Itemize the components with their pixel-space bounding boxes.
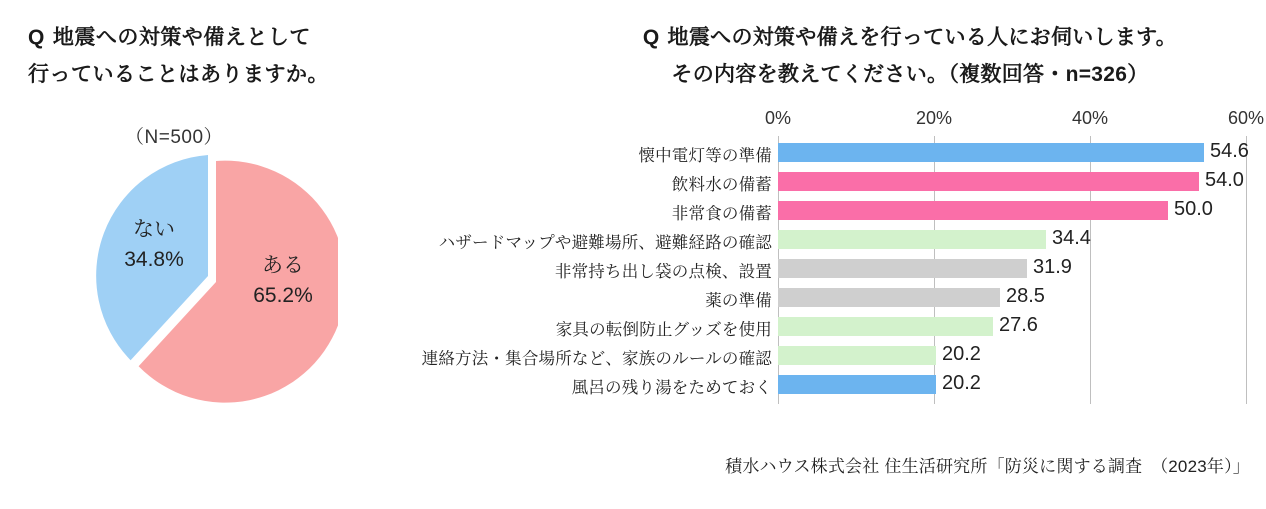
- bar-value-label: 28.5: [1006, 285, 1045, 307]
- bar-fill: [778, 259, 1027, 278]
- bar-row: [560, 372, 1266, 398]
- bar-row: [554, 256, 1266, 282]
- bar-chart: [421, 108, 1266, 428]
- bar-row: [560, 169, 1266, 195]
- bar-fill: [778, 172, 1199, 191]
- bar-fill: [778, 288, 1000, 307]
- bar-value-label: 50.0: [1174, 198, 1213, 220]
- bar-value-label: 54.0: [1205, 169, 1244, 191]
- pie-chart-panel: [0, 0, 560, 509]
- left-question-marker: Q: [28, 26, 45, 49]
- bar-value-label: 20.2: [942, 343, 981, 365]
- bar-row: [560, 285, 1266, 311]
- bar-value-label: 20.2: [942, 372, 981, 394]
- xtick-3: 60%: [1227, 108, 1265, 128]
- bar-category-label: ハザードマップや避難場所、避難経路の確認: [438, 234, 772, 252]
- right-question-line1-wrap: [560, 20, 1260, 57]
- bar-fill: [778, 346, 936, 365]
- pie-label-aru-name: ある: [262, 254, 304, 277]
- bar-value-label: 31.9: [1033, 256, 1072, 278]
- bar-category-label: 家具の転倒防止グッズを使用: [555, 321, 772, 339]
- bar-category-label: 連絡方法・集合場所など、家族のルールの確認: [421, 350, 772, 368]
- left-question-title: [28, 20, 548, 94]
- bar-category-label: 薬の準備: [705, 292, 772, 310]
- left-question-line1: 地震への対策や備えとして: [52, 26, 311, 49]
- pie-chart: [88, 155, 338, 405]
- bar-row: [560, 140, 1266, 166]
- bar-fill: [778, 230, 1046, 249]
- left-question-line2: 行っていることはありますか。: [28, 62, 329, 86]
- pie-label-aru: [228, 251, 338, 312]
- bar-fill: [778, 143, 1204, 162]
- bar-row: [560, 198, 1266, 224]
- bar-fill: [778, 201, 1168, 220]
- bar-value-label: 27.6: [999, 314, 1038, 336]
- right-question-line2: その内容を教えてください。（複数回答・n=326）: [671, 62, 1149, 86]
- pie-label-nai-value: 34.8%: [124, 248, 184, 272]
- right-question-title: [560, 20, 1260, 94]
- pie-label-aru-value: 65.2%: [253, 284, 313, 308]
- bar-fill: [778, 375, 936, 394]
- bar-chart-panel: [421, 0, 1266, 509]
- xtick-2: 40%: [1071, 108, 1109, 128]
- bar-list: [421, 140, 1266, 401]
- bar-category-label: 懐中電灯等の準備: [638, 147, 772, 165]
- pie-label-nai-name: ない: [133, 218, 175, 241]
- bar-category-label: 非常持ち出し袋の点検、設置: [554, 263, 772, 281]
- bar-category-label: 風呂の残り湯をためておく: [571, 379, 772, 397]
- bar-category-label: 非常食の備蓄: [671, 205, 772, 223]
- bar-value-label: 34.4: [1052, 227, 1091, 249]
- xtick-0: 0%: [764, 108, 792, 128]
- xtick-1: 20%: [915, 108, 953, 128]
- pie-sample-size: （N=500）: [125, 127, 224, 148]
- right-question-marker: Q: [642, 26, 660, 49]
- bar-row: [421, 343, 1266, 369]
- bar-row: [555, 314, 1266, 340]
- bar-row: [438, 227, 1266, 253]
- bar-fill: [778, 317, 993, 336]
- source-note: 積水ハウス株式会社 住生活研究所「防災に関する調査 （2023年）」: [725, 457, 1250, 476]
- bar-category-label: 飲料水の備蓄: [671, 176, 772, 194]
- right-question-line1: 地震への対策や備えを行っている人にお伺いします。: [667, 26, 1178, 49]
- pie-label-nai: [104, 215, 204, 276]
- bar-value-label: 54.6: [1210, 140, 1249, 162]
